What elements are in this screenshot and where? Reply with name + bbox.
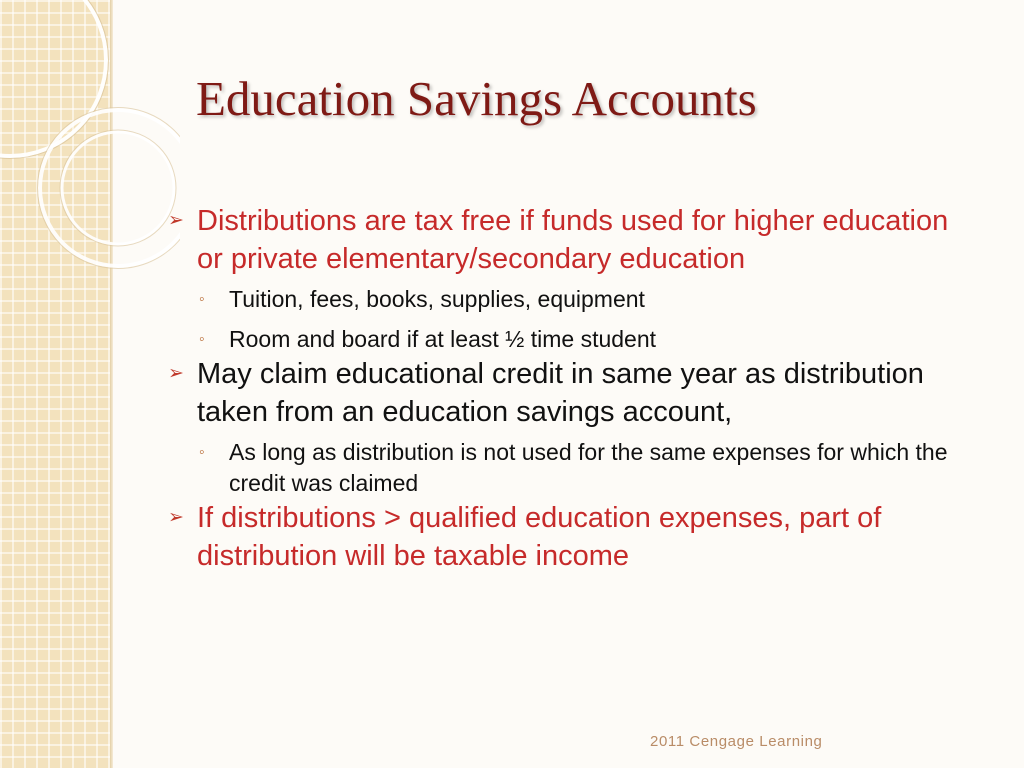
bullet-item [162, 355, 962, 431]
bullet-item [162, 202, 962, 278]
sub-bullet-list [162, 437, 962, 499]
slide-body [162, 202, 962, 575]
arrow-bullet-icon: ➢ [168, 507, 184, 528]
bullet-text: Distributions are tax free if funds used for higher education or private elementary/secondary education [197, 205, 949, 275]
sub-bullet-text: Room and board if at least ½ time student [229, 326, 657, 352]
sub-bullet-list [162, 284, 962, 355]
sub-bullet-item [162, 437, 962, 499]
sub-bullet-item [162, 284, 962, 315]
arrow-bullet-icon: ➢ [168, 210, 184, 231]
bullet-text: May claim educational credit in same year as distribution taken from an education savings account, [197, 358, 924, 428]
arrow-bullet-icon: ➢ [168, 363, 184, 384]
bullet-text: If distributions > qualified education expenses, part of distribution will be taxable income [197, 502, 882, 572]
sub-bullet-text: As long as distribution is not used for the same expenses for which the credit was claimed [229, 439, 948, 496]
sub-bullet-text: Tuition, fees, books, supplies, equipment [229, 286, 645, 312]
ring-bullet-icon: ◦ [199, 291, 205, 308]
ring-bullet-icon: ◦ [199, 444, 205, 461]
sub-bullet-item [162, 324, 962, 355]
slide-footer: 2011 Cengage Learning [650, 733, 823, 750]
ring-bullet-icon: ◦ [199, 331, 205, 348]
slide-title: Education Savings Accounts [196, 71, 757, 126]
bullet-item [162, 499, 962, 575]
decorative-rings [0, 0, 180, 330]
